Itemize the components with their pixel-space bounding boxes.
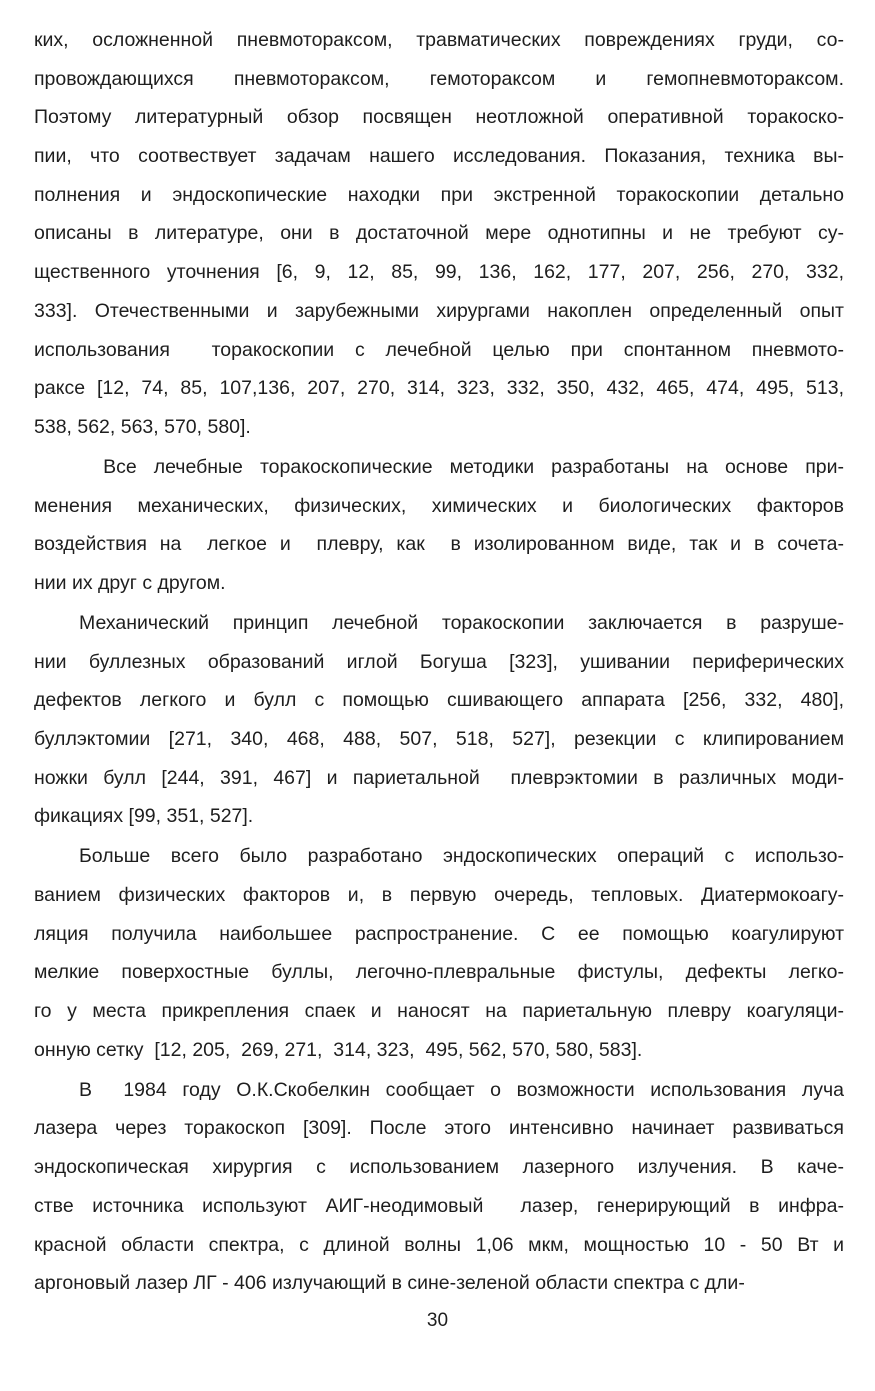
- paragraph: [34, 448, 844, 603]
- text-line: стве источника используют АИГ-неодимовый лазер, генерирующий в инфра-: [34, 1194, 844, 1217]
- text-line: нии их друг с другом.: [34, 571, 226, 594]
- text-line: лазера через торакоскоп [309]. После этого интенсивно начинает развиваться: [34, 1117, 844, 1140]
- text-line: воздействия на легкое и плевру, как в изолированном виде, так и в сочета-: [34, 533, 844, 556]
- text-line: фикациях [99, 351, 527].: [34, 805, 254, 828]
- paragraph: [34, 21, 844, 447]
- text-line: В 1984 году О.К.Скобелкин сообщает о возможности использования луча: [79, 1078, 844, 1101]
- text-line: мелкие поверхостные буллы, легочно-плевральные фистулы, дефекты легко-: [34, 961, 844, 984]
- text-line: буллэктомии [271, 340, 468, 488, 507, 518, 527], резекции с клипированием: [34, 727, 844, 750]
- text-line: онную сетку [12, 205, 269, 271, 314, 323, 495, 562, 570, 580, 583].: [34, 1038, 643, 1061]
- paragraph: [34, 837, 844, 1069]
- text-line: ванием физических факторов и, в первую очередь, тепловых. Диатермокоагу-: [34, 884, 844, 907]
- body-text: [34, 21, 844, 1303]
- text-line: использования торакоскопии с лечебной целью при спонтанном пневмото-: [34, 338, 844, 361]
- text-line: ножки булл [244, 391, 467] и париетальной плеврэктомии в различных моди-: [34, 766, 844, 789]
- text-line: менения механических, физических, химических и биологических факторов: [34, 494, 844, 517]
- paragraph: [34, 1071, 844, 1303]
- text-line: Больше всего было разработано эндоскопических операций с использо-: [79, 845, 844, 868]
- text-line: щественного уточнения [6, 9, 12, 85, 99, 136, 162, 177, 207, 256, 270, 332,: [34, 261, 844, 284]
- text-line: раксе [12, 74, 85, 107,136, 207, 270, 314, 323, 332, 350, 432, 465, 474, 495, 513,: [34, 377, 844, 400]
- text-line: Механический принцип лечебной торакоскопии заключается в разруше-: [79, 611, 844, 634]
- text-line: эндоскопическая хирургия с использованием лазерного излучения. В каче-: [34, 1156, 844, 1179]
- text-line: 538, 562, 563, 570, 580].: [34, 415, 251, 438]
- text-line: ляция получила наибольшее распространение. С ее помощью коагулируют: [34, 922, 844, 945]
- text-line: дефектов легкого и булл с помощью сшивающего аппарата [256, 332, 480],: [34, 689, 844, 712]
- text-line: Поэтому литературный обзор посвящен неотложной оперативной торакоско-: [34, 106, 844, 129]
- paragraph: [34, 604, 844, 836]
- text-line: го у места прикрепления спаек и наносят на париетальную плевру коагуляци-: [34, 1000, 844, 1023]
- text-line: провождающихся пневмотораксом, гемотораксом и гемопневмотораксом.: [34, 67, 844, 90]
- text-line: красной области спектра, с длиной волны 1,06 мкм, мощностью 10 - 50 Вт и: [34, 1233, 844, 1256]
- text-line: ких, осложненной пневмотораксом, травматических повреждениях груди, со-: [34, 29, 844, 51]
- text-line: полнения и эндоскопические находки при экстренной торакоскопии детально: [34, 183, 844, 206]
- text-line: Все лечебные торакоскопические методики разработаны на основе при-: [86, 455, 844, 478]
- text-line: пии, что соотвествует задачам нашего исследования. Показания, техника вы-: [34, 145, 844, 168]
- text-line: описаны в литературе, они в достаточной мере однотипны и не требуют су-: [34, 222, 844, 245]
- text-line: нии буллезных образований иглой Богуша [323], ушивании периферических: [34, 650, 844, 673]
- text-line: аргоновый лазер ЛГ - 406 излучающий в сине-зеленой области спектра с дли-: [34, 1272, 745, 1295]
- text-line: 333]. Отечественными и зарубежными хирургами накоплен определенный опыт: [34, 299, 844, 322]
- page-number: 30: [426, 1310, 449, 1331]
